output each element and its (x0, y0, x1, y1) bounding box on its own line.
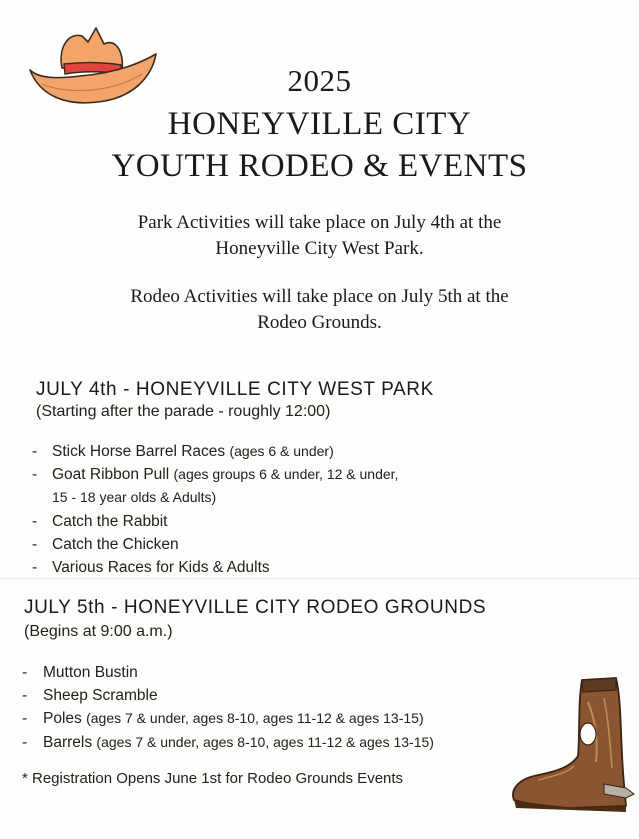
section-2-event-list (22, 661, 434, 754)
park-intro-line-2: Honeyville City West Park. (215, 238, 424, 259)
event-detail-continued: 15 - 18 year olds & Adults) (52, 489, 217, 506)
event-detail: (ages 7 & under, ages 8-10, ages 11-12 & ages 13-15) (86, 710, 424, 727)
rodeo-intro (0, 284, 639, 336)
list-item: - Stick Horse Barrel Races (ages 6 & under) (32, 443, 334, 460)
event-name: Goat Ribbon Pull (52, 466, 170, 484)
list-item: - Sheep Scramble (22, 687, 158, 705)
registration-note: * Registration Opens June 1st for Rodeo Grounds Events (22, 770, 404, 787)
event-name: Barrels (43, 733, 93, 751)
list-item: - Barrels (ages 7 & under, ages 8-10, ages 11-12 & ages 13-15) (22, 733, 434, 751)
title-line-1: HONEYVILLE CITY (167, 106, 472, 142)
event-name: Mutton Bustin (43, 664, 138, 681)
title-line-2: YOUTH RODEO & EVENTS (111, 148, 528, 184)
event-detail: (ages 7 & under, ages 8-10, ages 11-12 & ages 13-15) (96, 733, 434, 750)
section-1-heading: JULY 4th - HONEYVILLE CITY WEST PARK (36, 379, 434, 400)
event-detail: (ages 6 & under) (229, 443, 334, 459)
list-item: - Catch the Chicken (32, 535, 179, 553)
list-item: - Goat Ribbon Pull (ages groups 6 & under, 12 & under, 15 - 18 year olds & Adults) (30, 463, 398, 509)
park-intro (0, 210, 639, 262)
section-1-event-list (30, 440, 398, 579)
event-name: Catch the Chicken (52, 535, 179, 553)
section-2-subheading: (Begins at 9:00 a.m.) (24, 623, 173, 640)
event-name: Stick Horse Barrel Races (52, 443, 226, 460)
event-detail: (ages groups 6 & under, 12 & under, (173, 466, 399, 483)
event-year: 2025 (287, 63, 352, 98)
event-name: Sheep Scramble (43, 687, 158, 705)
cowboy-boot-icon (508, 672, 636, 816)
list-item: - Various Races for Kids & Adults (32, 559, 270, 577)
section-1-subheading: (Starting after the parade - roughly 12:00) (36, 403, 331, 420)
list-item: - Catch the Rabbit (32, 512, 168, 530)
page-fold-divider (0, 578, 639, 579)
event-name: Poles (43, 710, 82, 728)
park-intro-line-1: Park Activities will take place on July 4th at the (137, 212, 502, 233)
rodeo-intro-line-1: Rodeo Activities will take place on July 5th at the (130, 286, 509, 307)
list-item: - Mutton Bustin (22, 664, 138, 681)
section-2-heading: JULY 5th - HONEYVILLE CITY RODEO GROUNDS (24, 597, 487, 618)
event-name: Catch the Rabbit (52, 512, 168, 530)
event-name: Various Races for Kids & Adults (52, 559, 270, 577)
list-item: - Poles (ages 7 & under, ages 8-10, ages 11-12 & ages 13-15) (22, 710, 424, 728)
rodeo-intro-line-2: Rodeo Grounds. (257, 312, 382, 333)
